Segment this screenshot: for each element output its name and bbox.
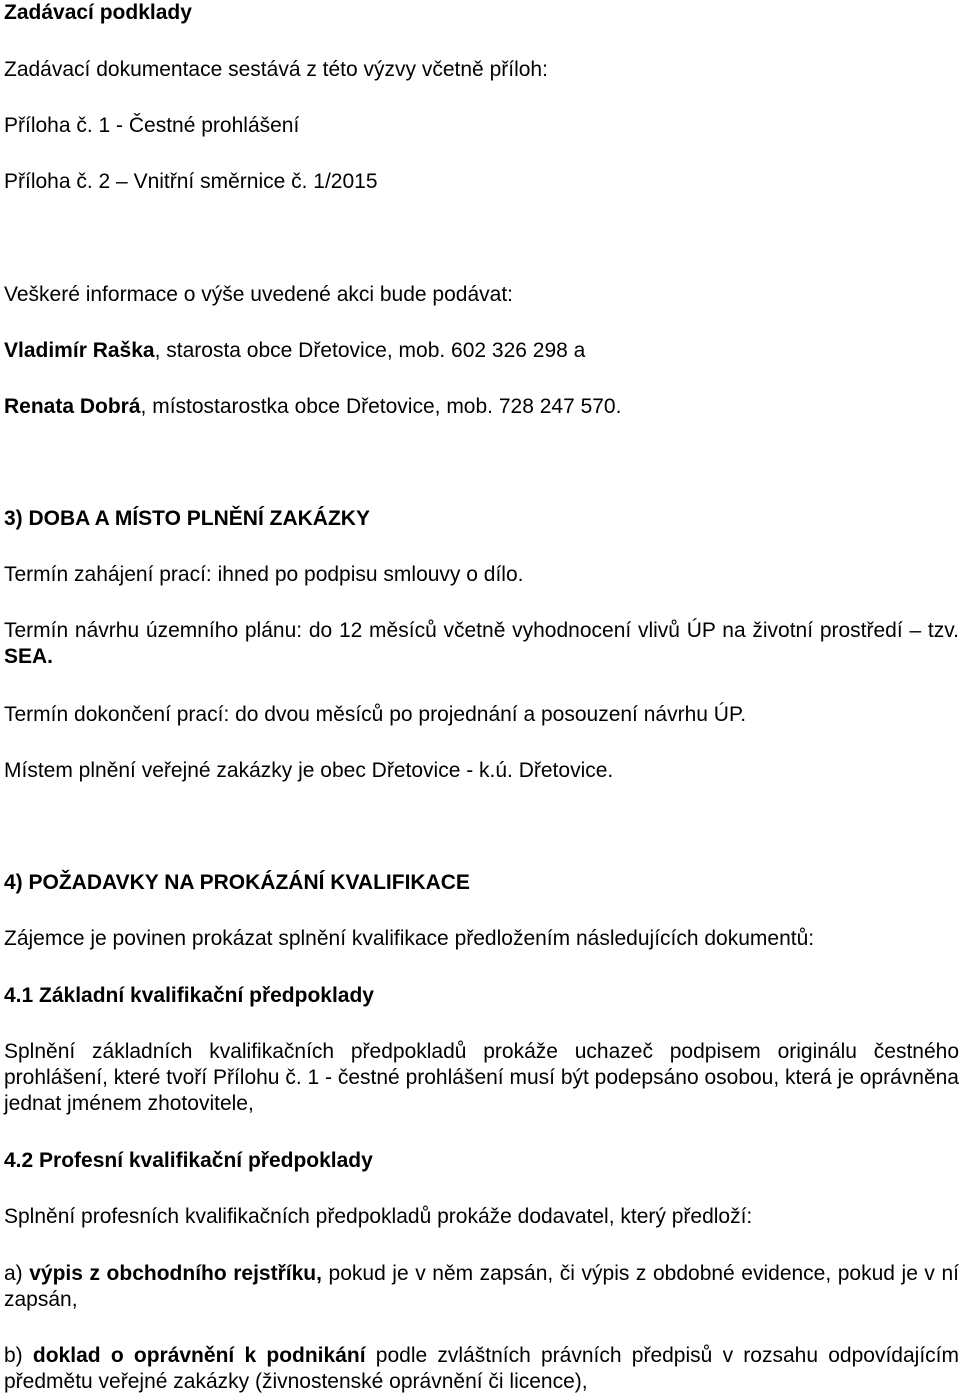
contact-person-2-name: Renata Dobrá — [4, 395, 141, 418]
list-item-a — [4, 1261, 959, 1313]
list-item-a-text: pokud je v něm zapsán, či výpis z obdobné evidence, pokud je v ní zapsán, — [4, 1262, 959, 1311]
contacts-intro: Veškeré informace o výše uvedené akci bude podávat: — [4, 283, 513, 306]
section-4-heading: 4) POŽADAVKY NA PROKÁZÁNÍ KVALIFIKACE — [4, 871, 470, 894]
list-item-b-prefix: b) — [4, 1344, 33, 1367]
subsection-4-2-heading: 4.2 Profesní kvalifikační předpoklady — [4, 1149, 373, 1172]
subsection-4-1-text: Splnění základních kvalifikačních předpokladů prokáže uchazeč podpisem originálu čestného prohlášení, které tvoří Přílohu č. 1 - čestné prohlášení musí být podepsáno osobou, která je oprávněna jednat jménem zhotovitele, — [4, 1040, 959, 1115]
subsection-4-1-heading: 4.1 Základní kvalifikační předpoklady — [4, 984, 374, 1007]
finish-of-work: Termín dokončení prací: do dvou měsíců po projednání a posouzení návrhu ÚP. — [4, 703, 747, 726]
plan-deadline-text: Termín návrhu územního plánu: do 12 měsíců včetně vyhodnocení vlivů ÚP na životní prostředí – tzv. — [4, 619, 959, 642]
section-3-heading: 3) DOBA A MÍSTO PLNĚNÍ ZAKÁZKY — [4, 507, 370, 530]
contact-person-2-details: , místostarostka obce Dřetovice, mob. 728 247 570. — [140, 395, 622, 418]
subsection-4-2-text: Splnění profesních kvalifikačních předpokladů prokáže dodavatel, který předloží: — [4, 1205, 753, 1228]
list-item-b — [4, 1343, 959, 1395]
plan-deadline-sea: SEA. — [4, 645, 54, 668]
contact-person-2 — [4, 394, 621, 420]
place-of-performance: Místem plnění veřejné zakázky je obec Dřetovice - k.ú. Dřetovice. — [4, 759, 614, 782]
start-of-work: Termín zahájení prací: ihned po podpisu smlouvy o dílo. — [4, 563, 524, 586]
documentation-intro: Zadávací dokumentace sestává z této výzvy včetně příloh: — [4, 58, 548, 81]
list-item-b-bold: doklad o oprávnění k podnikání — [32, 1344, 366, 1367]
attachment-1: Příloha č. 1 - Čestné prohlášení — [4, 114, 300, 137]
list-item-a-bold: výpis z obchodního rejstříku, — [29, 1262, 322, 1285]
list-item-b-text: podle zvláštních právních předpisů v rozsahu odpovídajícím předmětu veřejné zakázky (živnostenské oprávnění či licence), — [4, 1344, 959, 1393]
plan-deadline — [4, 618, 959, 670]
section-title-zadavaci-podklady: Zadávací podklady — [4, 1, 192, 24]
qualification-intro: Zájemce je povinen prokázat splnění kvalifikace předložením následujících dokumentů: — [4, 927, 815, 950]
contact-person-1-name: Vladimír Raška — [4, 339, 155, 362]
contact-person-1 — [4, 338, 585, 364]
list-item-a-prefix: a) — [4, 1262, 30, 1285]
contact-person-1-details: , starosta obce Dřetovice, mob. 602 326 298 a — [154, 339, 586, 362]
attachment-2: Příloha č. 2 – Vnitřní směrnice č. 1/2015 — [4, 170, 378, 193]
